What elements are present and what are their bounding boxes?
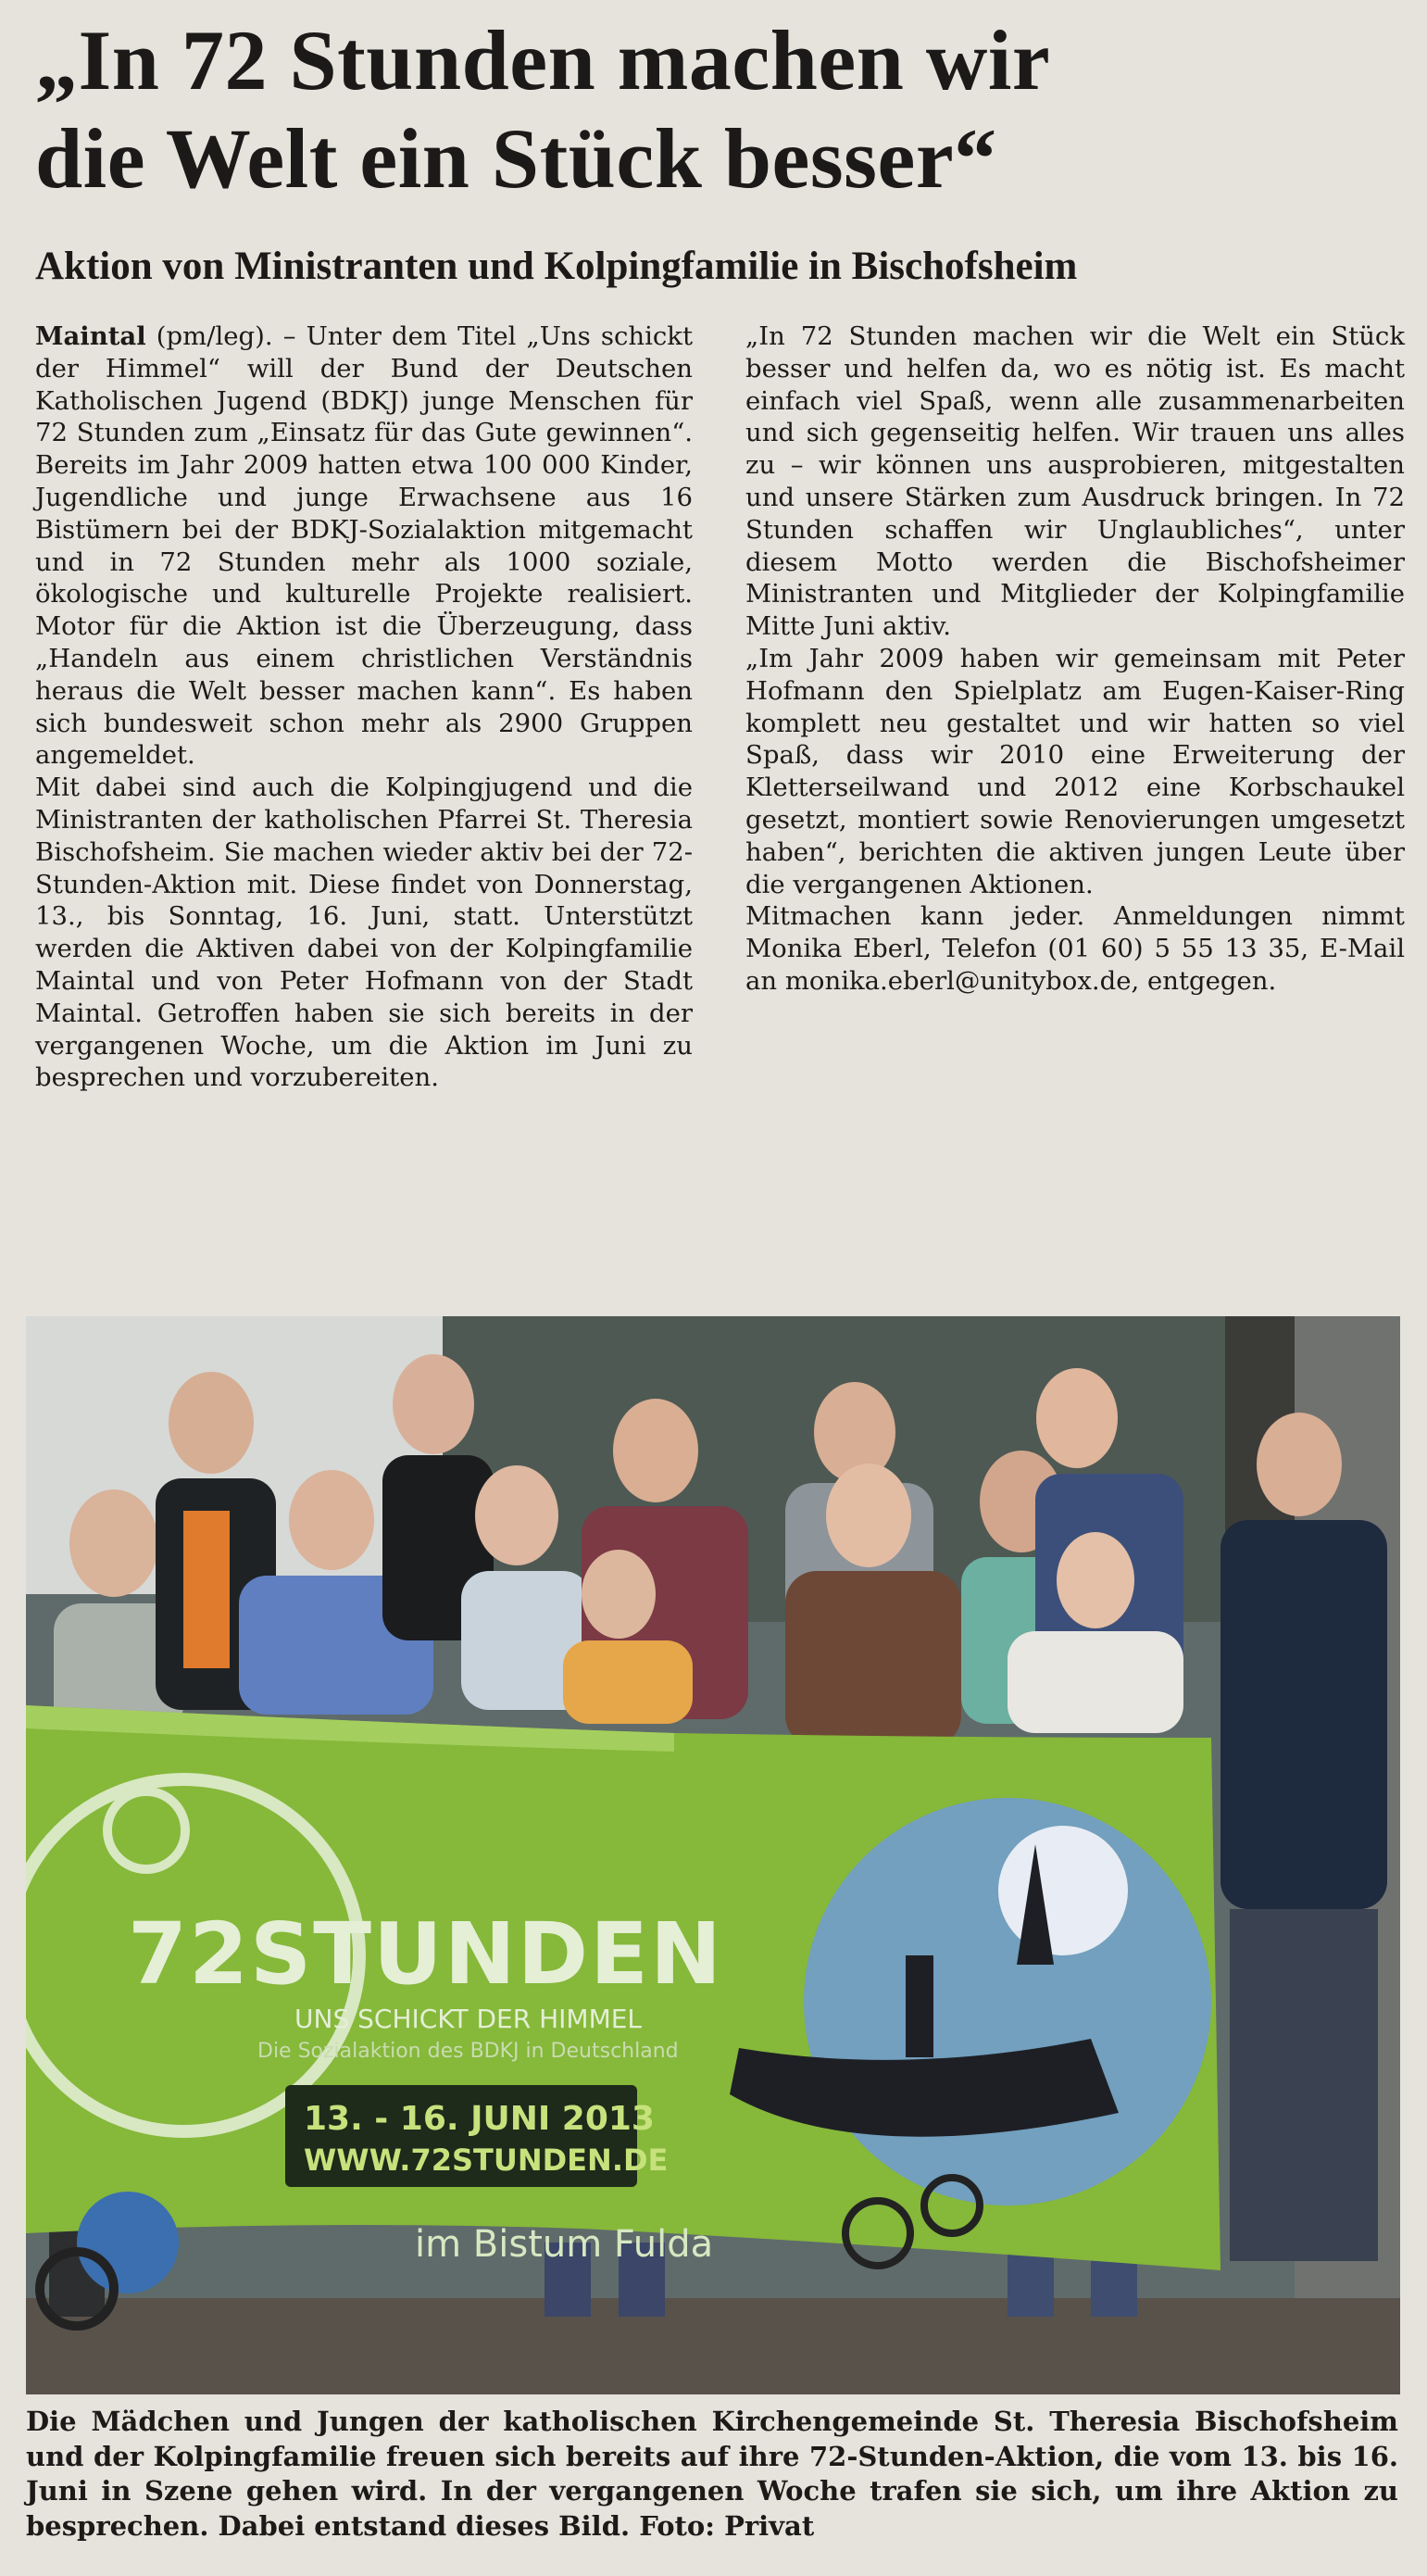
banner-url: WWW.72STUNDEN.DE — [304, 2142, 669, 2178]
group-photo — [26, 1316, 1400, 2394]
banner-tagline: UNS SCHICKT DER HIMMEL — [294, 2004, 643, 2034]
banner-subline: Die Sozialaktion des BDKJ in Deutschland — [257, 2040, 679, 2063]
subheadline: Aktion von Ministranten und Kolpingfamilie in Bischofsheim — [35, 245, 1078, 288]
headline-line-2: die Welt ein Stück besser“ — [35, 111, 997, 206]
article-column-right — [745, 320, 1405, 998]
paragraph-3: „In 72 Stunden machen wir die Welt ein Stück besser und helfen da, wo es nötig ist. Es macht einfach viel Spaß, wenn alle zusammenarbeiten und sich gegenseitig helfen. Wir trauen uns alles zu – wir können uns ausprobieren, mitgestalten und unsere Stärken zum Ausdruck bringen. In 72 Stunden schaffen wir Unglaubliches“, unter diesem Motto werden die Bischofsheimer Ministranten und Mitglieder der Kolpingfamilie Mitte Juni aktiv. — [745, 321, 1405, 642]
headline — [35, 11, 1387, 207]
photo-credit: Foto: Privat — [639, 2509, 815, 2542]
paragraph-4: „Im Jahr 2009 haben wir gemeinsam mit Peter Hofmann den Spielplatz am Eugen-Kaiser-Ring komplett neu gestaltet und wir hatten so viel Spaß, dass wir 2010 eine Erweiterung der Kletterseilwand und 2012 eine Korbschaukel gesetzt, montiert sowie Renovierungen umgesetzt haben“, berichten die aktiven jungen Leute über die vergangenen Aktionen. — [745, 643, 1405, 899]
paragraph-5: Mitmachen kann jeder. Anmeldungen nimmt Monika Eberl, Telefon (01 60) 5 55 13 35, E-Mail an monika.eberl@unitybox.de, entgegen. — [745, 901, 1405, 996]
article-column-left — [35, 320, 693, 1094]
banner-title: 72STUNDEN — [128, 1904, 723, 2004]
banner-region: im Bistum Fulda — [415, 2223, 714, 2266]
banner-dates: 13. - 16. JUNI 2013 — [304, 2100, 655, 2138]
caption-text: Die Mädchen und Jungen der katholischen Kirchengemeinde St. Theresia Bischofsheim und der Kolpingfamilie freuen sich bereits auf ihre 72-Stunden-Aktion, die vom 13. bis 16. Juni in Szene gehen wird. In der vergangenen Woche trafen sie sich, um ihre Aktion zu besprechen. Dabei entstand dieses Bild. — [26, 2406, 1398, 2542]
headline-line-1: „In 72 Stunden machen wir — [35, 13, 1051, 107]
intro-text: (pm/leg). – Unter dem Titel „Uns schickt der Himmel“ will der Bund der Deutschen Katholischen Jugend (BDKJ) junge Menschen für 72 Stunden zum „Einsatz für das Gute gewinnen“. Bereits im Jahr 2009 hatten etwa 100 000 Kinder, Jugendliche und junge Erwachsene aus 16 Bistümern bei der BDKJ-Sozialaktion mitgemacht und in 72 Stunden mehr als 1000 soziale, ökologische und kulturelle Projekte realisiert. Motor für die Aktion ist die Überzeugung, dass „Handeln aus einem christlichen Verständnis heraus die Welt besser machen kann“. Es haben sich bundesweit schon mehr als 2900 Gruppen angemeldet. — [35, 321, 693, 771]
paragraph-intro — [35, 320, 693, 772]
dateline: Maintal — [35, 321, 146, 351]
photo-caption — [26, 2405, 1398, 2544]
paragraph-2: Mit dabei sind auch die Kolpingjugend und die Ministranten der katholischen Pfarrei St. Theresia Bischofsheim. Sie machen wieder aktiv bei der 72-Stunden-Aktion mit. Diese findet von Donnerstag, 13., bis Sonntag, 16. Juni, statt. Unterstützt werden die Aktiven dabei von der Kolpingfamilie Maintal und von Peter Hofmann von der Stadt Maintal. Getroffen haben sie sich bereits in der vergangenen Woche, um die Aktion im Juni zu besprechen und vorzubereiten. — [35, 773, 693, 1093]
